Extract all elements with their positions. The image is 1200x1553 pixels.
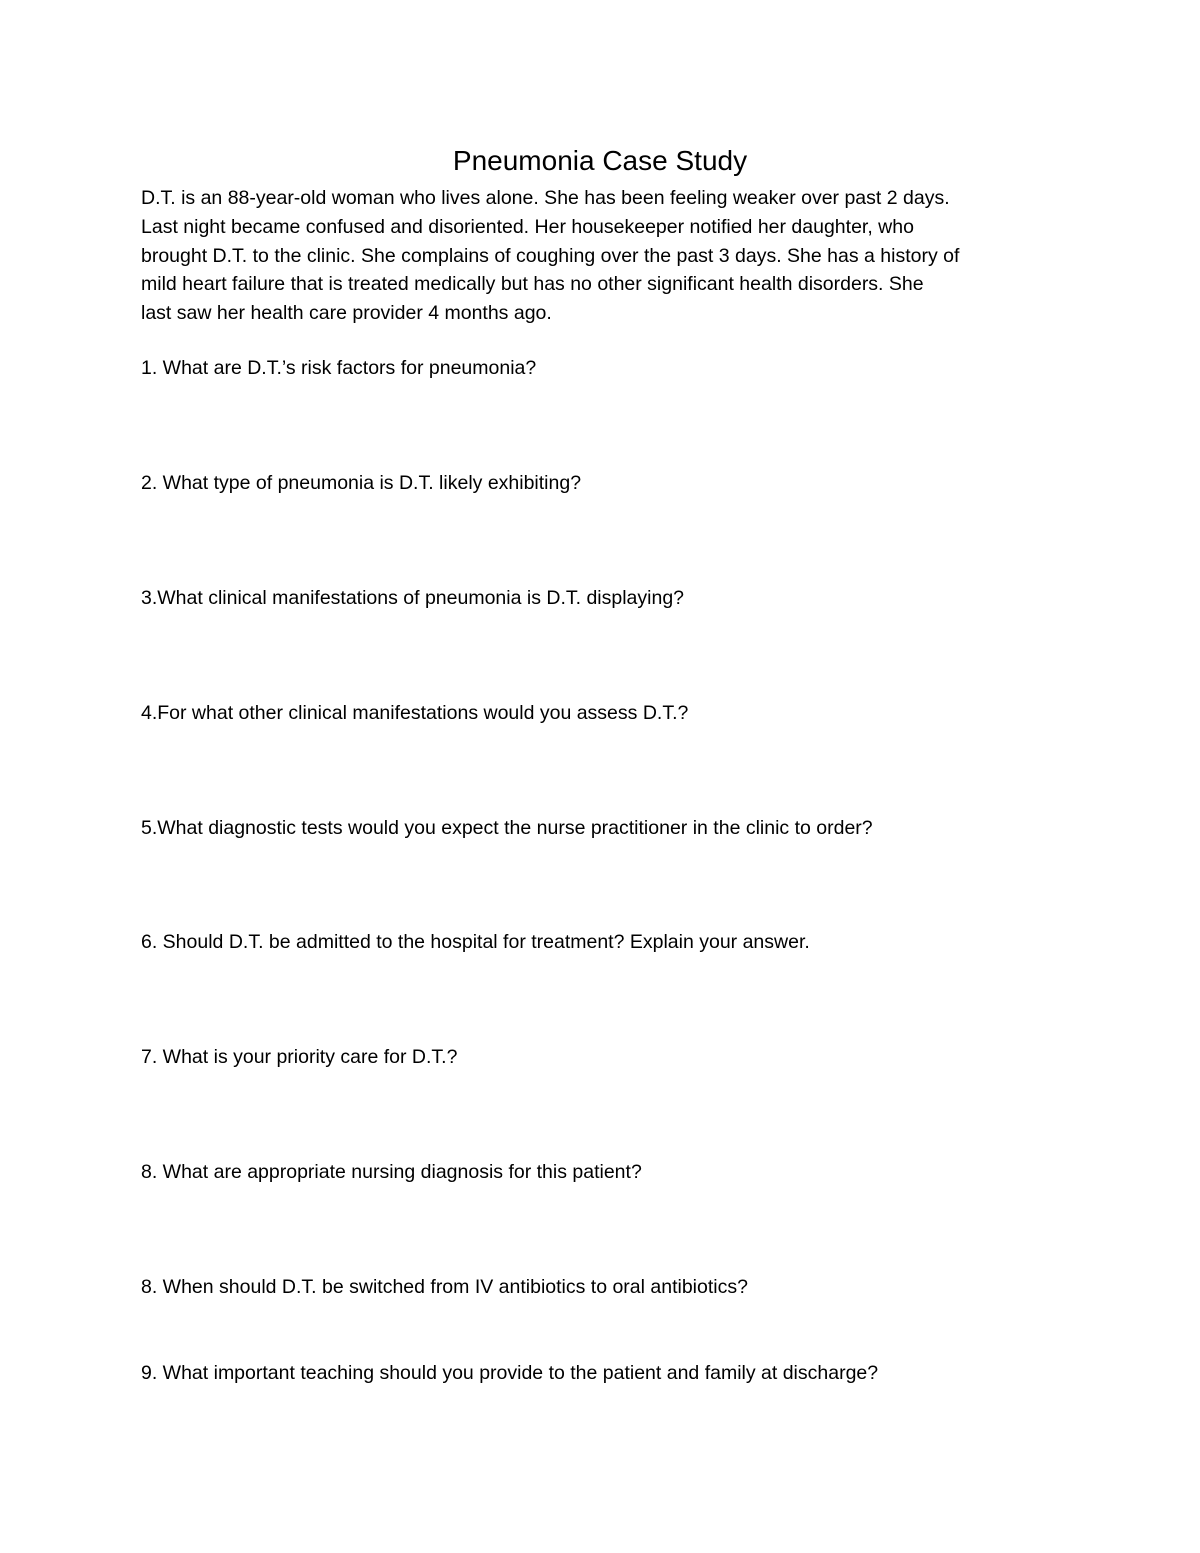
- question-9: 9. What important teaching should you provide to the patient and family at discharge?: [141, 1362, 879, 1384]
- question-1: 1. What are D.T.’s risk factors for pneumonia?: [141, 357, 537, 379]
- case-description-line: brought D.T. to the clinic. She complains of coughing over the past 3 days. She has a history of: [141, 244, 960, 267]
- document-title: Pneumonia Case Study: [452, 145, 748, 176]
- case-description-line: mild heart failure that is treated medically but has no other significant health disorders. She: [141, 273, 924, 296]
- question-8: 8. What are appropriate nursing diagnosis for this patient?: [141, 1161, 642, 1183]
- case-description-line: last saw her health care provider 4 months ago.: [141, 302, 552, 325]
- question-2: 2. What type of pneumonia is D.T. likely exhibiting?: [141, 472, 582, 494]
- case-description-line: D.T. is an 88-year-old woman who lives alone. She has been feeling weaker over past 2 days.: [141, 187, 950, 209]
- question-8-antibiotics: 8. When should D.T. be switched from IV antibiotics to oral antibiotics?: [141, 1276, 748, 1298]
- question-3: 3.What clinical manifestations of pneumonia is D.T. displaying?: [141, 587, 685, 609]
- case-description-line: Last night became confused and disoriented. Her housekeeper notified her daughter, who: [141, 215, 914, 238]
- case-description: [141, 184, 1081, 328]
- question-7: 7. What is your priority care for D.T.?: [141, 1046, 458, 1068]
- question-5: 5.What diagnostic tests would you expect the nurse practitioner in the clinic to order?: [141, 817, 873, 839]
- question-4: 4.For what other clinical manifestations would you assess D.T.?: [141, 702, 689, 724]
- question-6: 6. Should D.T. be admitted to the hospital for treatment? Explain your answer.: [141, 931, 810, 953]
